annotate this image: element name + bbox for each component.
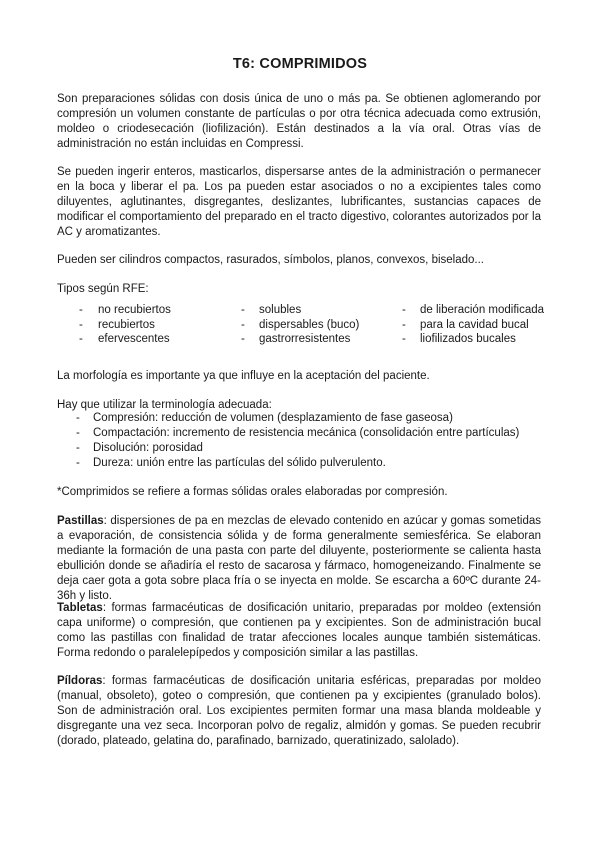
ingestion-paragraph: Se pueden ingerir enteros, masticarlos, dispersarse antes de la administración o permanecer en la boca y liberar el pa. Los pa pueden estar asociados o no a excipientes tales como diluyentes, aglutinantes, disgregantes, deslizantes, lubrificantes, sustancias capaces de modificar el comportamiento del preparado en el tracto digestivo, colorantes autorizados por la AC y aromatizantes. (57, 166, 541, 238)
types-dash: - (402, 304, 406, 316)
types-cell: para la cavidad bucal (420, 319, 529, 331)
types-dash: - (402, 319, 406, 331)
intro-paragraph: Son preparaciones sólidas con dosis única de uno o más pa. Se obtienen aglomerando por compresión un volumen constante de partículas o por otra técnica adecuada como extrusión, moldeo o criodesecación (liofilización). Están destinados a la vía oral. Otras vías de administración no están incluidas en Compressi. (57, 93, 541, 150)
page-title: T6: COMPRIMIDOS (232, 56, 368, 72)
types-cell: recubiertos (98, 319, 155, 331)
tabletas-label: Tabletas (57, 602, 103, 614)
tabletas-paragraph (57, 601, 541, 661)
types-dash: - (241, 304, 245, 316)
pildoras-text: : formas farmacéuticas de dosificación unitaria esféricas, preparadas por moldeo (manual, obsoleto), goteo o compresión, que contienen pa y excipientes (granulado bolos). Son de administración oral. Los excipientes permiten formar una masa blanda moldeable y disgregante una vez seca. Incorporan polvo de regaliz, almidón y gomas. Se pueden recubrir (dorado, plateado, gelatina do, parafinado, barnizado, queratinizado, salolado). (57, 675, 541, 747)
footnote: *Comprimidos se refiere a formas sólidas orales elaboradas por compresión. (57, 486, 448, 498)
terms-dash: - (76, 442, 80, 454)
terms-heading: Hay que utilizar la terminología adecuada: (57, 399, 272, 411)
terms-dash: - (76, 427, 80, 439)
types-cell: de liberación modificada (420, 304, 545, 316)
pildoras-paragraph (57, 674, 541, 749)
pastillas-text: : dispersiones de pa en mezclas de elevado contenido en azúcar y gomas sometidas a evaporación, de consistencia sólida y de forma generalmente semiesférica. Se elaboran mediante la formación de una pasta con parte del diluyente, posteriormente se calienta hasta ebullición donde se añadiría el resto de sacarosa y fármaco, homogeneizando. Finalmente se deja caer gota a gota sobre placa fría o se inyecta en molde. Se escarcha a 60ºC durante 24-36h y listo. (57, 515, 541, 602)
types-dash: - (79, 333, 83, 345)
list-item: Compresión: reducción de volumen (desplazamiento de fase gaseosa) (93, 412, 453, 424)
terms-dash: - (76, 412, 80, 424)
types-dash: - (79, 319, 83, 331)
types-cell: no recubiertos (98, 304, 171, 316)
types-cell: dispersables (buco) (259, 319, 360, 331)
types-dash: - (241, 333, 245, 345)
pildoras-label: Píldoras (57, 675, 103, 687)
morphology-paragraph: La morfología es importante ya que influye en la aceptación del paciente. (57, 370, 430, 382)
pastillas-label: Pastillas (57, 515, 104, 527)
types-heading: Tipos según RFE: (57, 283, 149, 295)
types-cell: gastrorresistentes (259, 333, 351, 345)
types-dash: - (402, 333, 406, 345)
pastillas-paragraph (57, 514, 541, 604)
types-dash: - (241, 319, 245, 331)
types-dash: - (79, 304, 83, 316)
tabletas-text: : formas farmacéuticas de dosificación unitario, preparadas por moldeo (extensión capa uniforme) o compresión, que contienen pa y excipientes. Son de administración bucal como las pastillas con finalidad de tratar afecciones locales aunque también sistemáticas. Forma redondo o paralelepípedos y composición similar a las pastillas. (57, 602, 541, 659)
shapes-paragraph: Pueden ser cilindros compactos, rasurados, símbolos, planos, convexos, biselado... (57, 254, 484, 266)
types-cell: efervescentes (98, 333, 170, 345)
types-cell: solubles (259, 304, 302, 316)
types-cell: liofilizados bucales (420, 333, 516, 345)
list-item: Dureza: unión entre las partículas del sólido pulverulento. (93, 457, 386, 469)
terms-dash: - (76, 457, 80, 469)
list-item: Compactación: incremento de resistencia mecánica (consolidación entre partículas) (93, 427, 520, 439)
list-item: Disolución: porosidad (93, 442, 203, 454)
